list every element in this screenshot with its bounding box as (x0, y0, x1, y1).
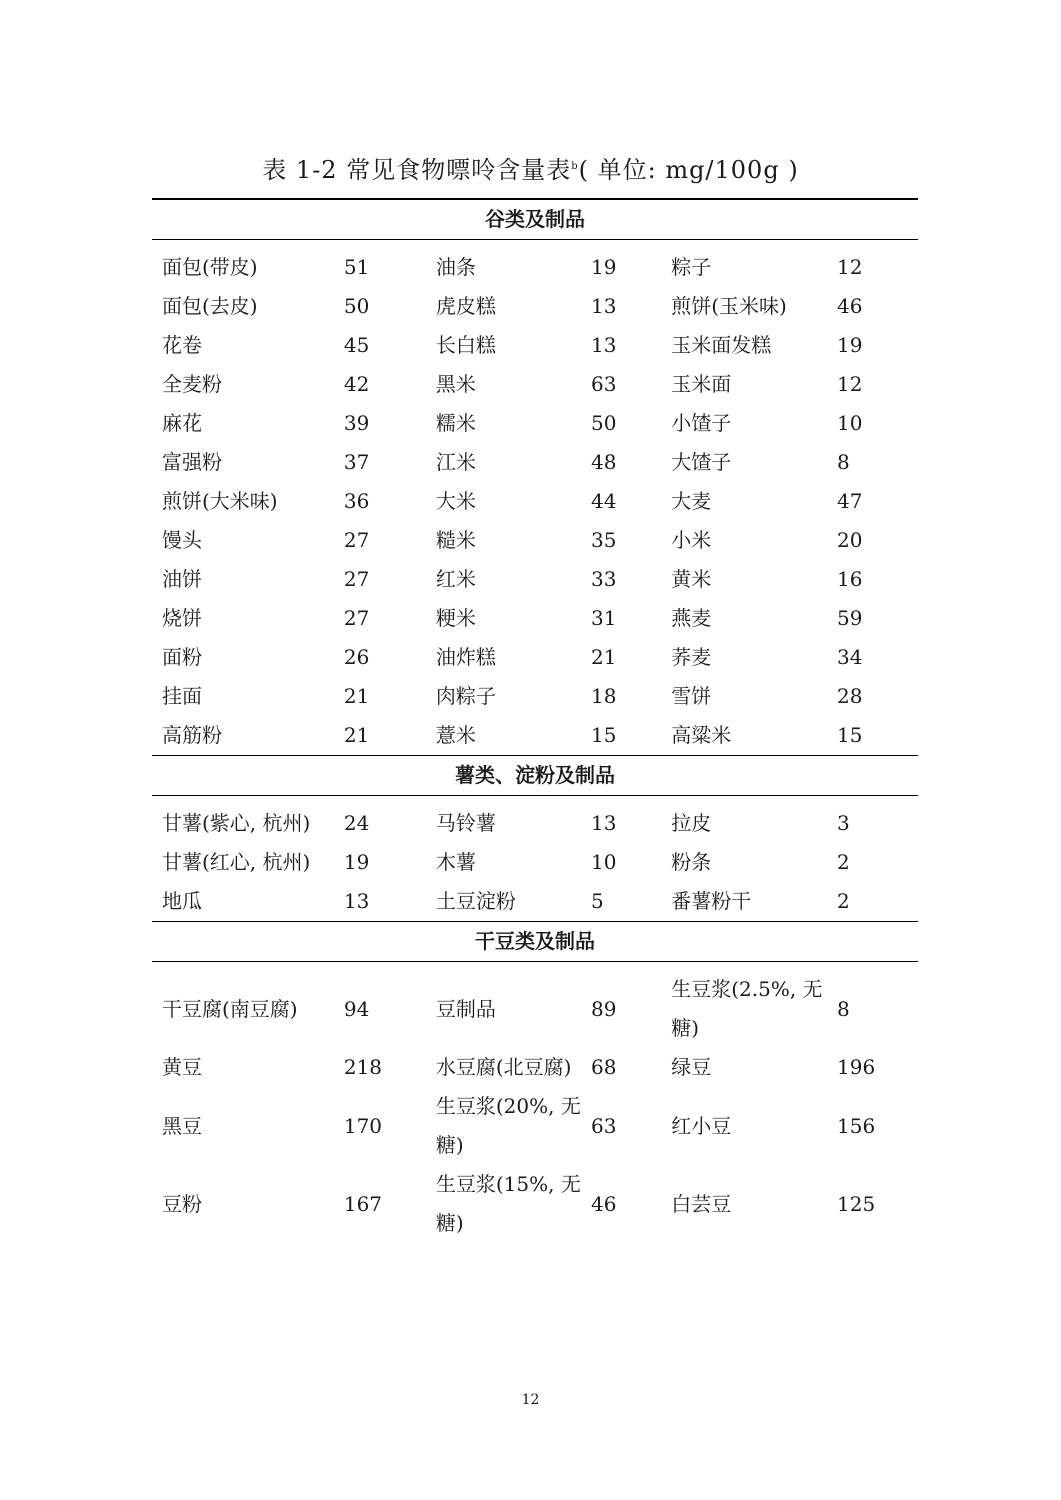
purine-value-cell: 68 (590, 1055, 617, 1079)
food-name-cell: 粳米 (435, 606, 476, 630)
food-name-cell: 面包(去皮) (162, 294, 258, 318)
food-name-cell: 绿豆 (671, 1055, 712, 1079)
food-name-cell: 糯米 (435, 411, 476, 435)
purine-value-cell: 125 (837, 1191, 876, 1216)
purine-value-cell: 15 (827, 716, 918, 756)
purine-value-cell: 13 (590, 294, 617, 318)
purine-value-cell: 19 (343, 850, 370, 874)
table-row (152, 970, 918, 1048)
table-row (152, 843, 918, 882)
section-header: 干豆类及制品 (152, 922, 918, 962)
purine-value-cell: 167 (343, 1191, 383, 1216)
purine-value-cell: 50 (590, 411, 617, 435)
food-name-cell: 土豆淀粉 (426, 882, 581, 922)
food-name-cell: 甘薯(红心, 杭州) (162, 850, 311, 874)
purine-value-cell: 28 (837, 684, 863, 708)
food-name-cell: 烧饼 (162, 606, 202, 630)
table-row (152, 248, 918, 287)
food-name-cell: 豆粉 (162, 1191, 202, 1216)
purine-value-cell: 27 (343, 606, 370, 630)
purine-value-cell: 8 (837, 450, 850, 474)
food-name-cell: 生豆浆(20%, 无糖) (435, 1094, 581, 1157)
table-row (152, 1048, 918, 1087)
food-name-cell: 粉条 (671, 850, 712, 874)
table-title (0, 150, 1061, 185)
page-number: 12 (521, 1392, 540, 1408)
purine-value-cell: 20 (837, 528, 863, 552)
purine-value-cell: 5 (581, 882, 661, 922)
table-row (152, 287, 918, 326)
purine-value-cell: 156 (837, 1113, 876, 1138)
purine-value-cell: 26 (343, 645, 370, 669)
food-name-cell: 水豆腐(北豆腐) (435, 1055, 572, 1079)
food-name-cell: 花卷 (162, 333, 202, 357)
purine-value-cell: 19 (590, 255, 617, 279)
food-name-cell: 番薯粉干 (661, 882, 827, 922)
purine-value-cell: 2 (827, 882, 918, 922)
table-row (152, 677, 918, 716)
food-name-cell: 麻花 (162, 411, 202, 435)
table-title-unit: ( 单位: mg/100g ) (578, 156, 799, 184)
food-name-cell: 长白糕 (435, 333, 496, 357)
food-name-cell: 全麦粉 (162, 372, 222, 396)
food-name-cell: 小米 (671, 528, 712, 552)
section-header-row (152, 200, 918, 240)
purine-value-cell: 12 (837, 372, 863, 396)
food-name-cell: 小馇子 (671, 411, 732, 435)
food-name-cell: 煎饼(玉米味) (671, 294, 787, 318)
table-title-main: 表 1-2 常见食物嘌呤含量表 (262, 156, 572, 184)
food-name-cell: 面粉 (162, 645, 202, 669)
table-row (152, 882, 918, 922)
purine-value-cell: 10 (590, 850, 617, 874)
section-spacer (152, 796, 918, 805)
food-name-cell: 大馇子 (671, 450, 732, 474)
food-name-cell: 黑米 (435, 372, 476, 396)
food-name-cell: 木薯 (435, 850, 476, 874)
food-name-cell: 雪饼 (671, 684, 712, 708)
purine-value-cell: 21 (334, 716, 426, 756)
food-name-cell: 红小豆 (671, 1113, 732, 1138)
table-row (152, 1087, 918, 1165)
purine-value-cell: 63 (590, 1113, 617, 1138)
food-name-cell: 江米 (435, 450, 476, 474)
purine-value-cell: 16 (837, 567, 863, 591)
table-row (152, 326, 918, 365)
food-name-cell: 粽子 (671, 255, 712, 279)
table-row (152, 1165, 918, 1243)
table-row (152, 482, 918, 521)
purine-value-cell: 59 (837, 606, 863, 630)
purine-value-cell: 46 (837, 294, 863, 318)
section-header: 薯类、淀粉及制品 (152, 756, 918, 796)
table-row (152, 560, 918, 599)
purine-value-cell: 36 (343, 489, 370, 513)
purine-value-cell: 10 (837, 411, 863, 435)
food-name-cell: 生豆浆(2.5%, 无糖) (671, 977, 823, 1040)
purine-value-cell: 21 (343, 684, 370, 708)
purine-value-cell: 31 (590, 606, 617, 630)
food-name-cell: 大米 (435, 489, 476, 513)
table-row (152, 443, 918, 482)
food-name-cell: 玉米面发糕 (671, 333, 772, 357)
food-name-cell: 油饼 (162, 567, 202, 591)
purine-value-cell: 21 (590, 645, 617, 669)
food-name-cell: 面包(带皮) (162, 255, 258, 279)
table-body (152, 199, 918, 1243)
food-name-cell: 油炸糕 (435, 645, 496, 669)
food-name-cell: 大麦 (671, 489, 712, 513)
purine-value-cell: 196 (837, 1055, 876, 1079)
purine-value-cell: 94 (343, 996, 370, 1021)
section-header-row (152, 922, 918, 962)
purine-value-cell: 15 (581, 716, 661, 756)
purine-value-cell: 33 (590, 567, 617, 591)
purine-value-cell: 39 (343, 411, 370, 435)
purine-value-cell: 27 (343, 528, 370, 552)
food-name-cell: 煎饼(大米味) (162, 489, 278, 513)
food-name-cell: 油条 (435, 255, 476, 279)
purine-value-cell: 13 (590, 811, 617, 835)
purine-value-cell: 37 (343, 450, 370, 474)
purine-value-cell: 18 (590, 684, 617, 708)
purine-value-cell: 46 (590, 1191, 617, 1216)
food-name-cell: 地瓜 (152, 882, 334, 922)
purine-value-cell: 24 (343, 811, 370, 835)
table-row (152, 365, 918, 404)
food-name-cell: 白芸豆 (671, 1191, 732, 1216)
table-row (152, 521, 918, 560)
food-name-cell: 糙米 (435, 528, 476, 552)
food-name-cell: 生豆浆(15%, 无糖) (435, 1172, 581, 1235)
food-name-cell: 玉米面 (671, 372, 732, 396)
purine-value-cell: 35 (590, 528, 617, 552)
section-header-row (152, 756, 918, 796)
food-name-cell: 甘薯(紫心, 杭州) (162, 811, 311, 835)
food-name-cell: 薏米 (426, 716, 581, 756)
purine-value-cell: 13 (590, 333, 617, 357)
food-name-cell: 黄豆 (162, 1055, 202, 1079)
purine-value-cell: 63 (590, 372, 617, 396)
food-name-cell: 虎皮糕 (435, 294, 496, 318)
purine-value-cell: 8 (837, 996, 850, 1021)
table-row (152, 404, 918, 443)
food-name-cell: 拉皮 (671, 811, 712, 835)
purine-value-cell: 2 (837, 850, 850, 874)
purine-value-cell: 34 (837, 645, 863, 669)
food-name-cell: 富强粉 (162, 450, 222, 474)
food-name-cell: 马铃薯 (435, 811, 496, 835)
purine-value-cell: 12 (837, 255, 863, 279)
purine-value-cell: 89 (590, 996, 617, 1021)
food-name-cell: 高筋粉 (152, 716, 334, 756)
food-name-cell: 红米 (435, 567, 476, 591)
purine-content-table (152, 198, 918, 1243)
table-row (152, 599, 918, 638)
purine-value-cell: 19 (837, 333, 863, 357)
food-name-cell: 挂面 (162, 684, 202, 708)
purine-value-cell: 45 (343, 333, 370, 357)
food-name-cell: 豆制品 (435, 996, 496, 1021)
section-spacer (152, 240, 918, 249)
purine-value-cell: 47 (837, 489, 863, 513)
purine-value-cell: 42 (343, 372, 370, 396)
purine-value-cell: 3 (837, 811, 850, 835)
food-name-cell: 干豆腐(南豆腐) (162, 996, 298, 1021)
purine-value-cell: 13 (334, 882, 426, 922)
food-name-cell: 高粱米 (661, 716, 827, 756)
purine-value-cell: 218 (343, 1055, 383, 1079)
food-name-cell: 肉粽子 (435, 684, 496, 708)
table-row (152, 716, 918, 756)
table-row (152, 804, 918, 843)
food-name-cell: 荞麦 (671, 645, 712, 669)
purine-value-cell: 51 (343, 255, 370, 279)
table-row (152, 638, 918, 677)
section-header: 谷类及制品 (152, 200, 918, 240)
food-name-cell: 黄米 (671, 567, 712, 591)
food-name-cell: 馒头 (162, 528, 202, 552)
purine-value-cell: 50 (343, 294, 370, 318)
purine-value-cell: 44 (590, 489, 617, 513)
food-name-cell: 黑豆 (162, 1113, 202, 1138)
purine-value-cell: 48 (590, 450, 617, 474)
purine-value-cell: 170 (343, 1113, 383, 1138)
purine-value-cell: 27 (343, 567, 370, 591)
section-spacer (152, 962, 918, 971)
table-title-footnote-marker: b (571, 161, 579, 172)
food-name-cell: 燕麦 (671, 606, 712, 630)
